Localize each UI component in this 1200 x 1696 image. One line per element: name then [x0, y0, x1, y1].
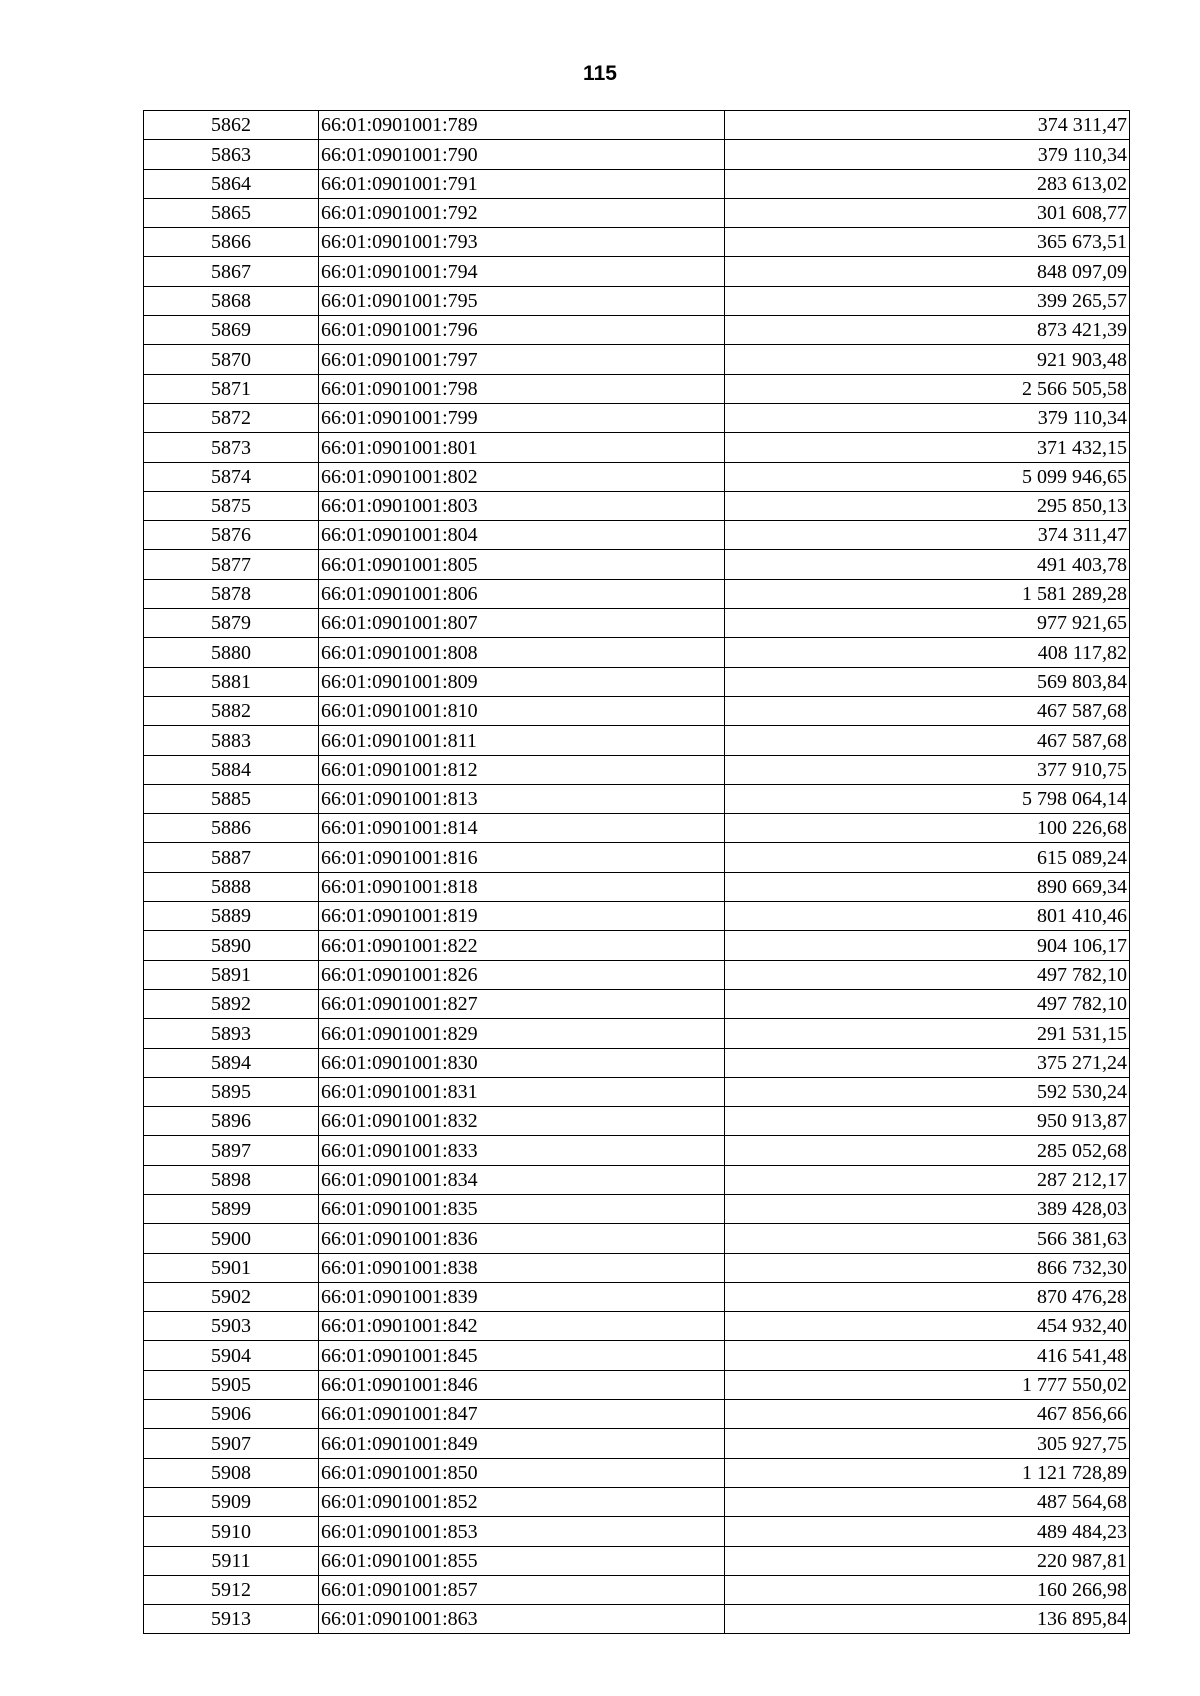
- table-row: [144, 228, 1130, 257]
- table-row: [144, 491, 1130, 520]
- cadastral-value-cell: 1 581 289,28: [725, 579, 1130, 608]
- cadastral-value-cell: 365 673,51: [725, 228, 1130, 257]
- cadastral-value-cell: 160 266,98: [725, 1575, 1130, 1604]
- row-number-cell: 5879: [144, 609, 319, 638]
- row-number-cell: 5913: [144, 1605, 319, 1634]
- row-number-cell: 5884: [144, 755, 319, 784]
- cadastral-number-cell: 66:01:0901001:794: [319, 257, 725, 286]
- row-number-cell: 5912: [144, 1575, 319, 1604]
- cadastral-number-cell: 66:01:0901001:808: [319, 638, 725, 667]
- cadastral-value-cell: 467 856,66: [725, 1400, 1130, 1429]
- table-row: [144, 1458, 1130, 1487]
- row-number-cell: 5891: [144, 960, 319, 989]
- row-number-cell: 5888: [144, 872, 319, 901]
- cadastral-number-cell: 66:01:0901001:799: [319, 403, 725, 432]
- row-number-cell: 5894: [144, 1048, 319, 1077]
- table-row: [144, 1487, 1130, 1516]
- cadastral-value-cell: 220 987,81: [725, 1546, 1130, 1575]
- row-number-cell: 5881: [144, 667, 319, 696]
- table-row: [144, 1077, 1130, 1106]
- row-number-cell: 5902: [144, 1282, 319, 1311]
- cadastral-value-cell: 890 669,34: [725, 872, 1130, 901]
- table-row: [144, 784, 1130, 813]
- row-number-cell: 5863: [144, 140, 319, 169]
- row-number-cell: 5890: [144, 931, 319, 960]
- cadastral-number-cell: 66:01:0901001:834: [319, 1165, 725, 1194]
- cadastral-number-cell: 66:01:0901001:792: [319, 198, 725, 227]
- row-number-cell: 5906: [144, 1400, 319, 1429]
- cadastral-value-cell: 467 587,68: [725, 726, 1130, 755]
- cadastral-value-cell: 491 403,78: [725, 550, 1130, 579]
- cadastral-number-cell: 66:01:0901001:789: [319, 111, 725, 140]
- cadastral-value-cell: 454 932,40: [725, 1312, 1130, 1341]
- row-number-cell: 5907: [144, 1429, 319, 1458]
- table-row: [144, 1107, 1130, 1136]
- cadastral-value-cell: 569 803,84: [725, 667, 1130, 696]
- row-number-cell: 5893: [144, 1019, 319, 1048]
- table-row: [144, 1048, 1130, 1077]
- row-number-cell: 5871: [144, 374, 319, 403]
- row-number-cell: 5885: [144, 784, 319, 813]
- table-row: [144, 1282, 1130, 1311]
- row-number-cell: 5911: [144, 1546, 319, 1575]
- table-row: [144, 374, 1130, 403]
- table-row: [144, 286, 1130, 315]
- cadastral-number-cell: 66:01:0901001:790: [319, 140, 725, 169]
- cadastral-number-cell: 66:01:0901001:855: [319, 1546, 725, 1575]
- table-row: [144, 755, 1130, 784]
- cadastral-number-cell: 66:01:0901001:846: [319, 1370, 725, 1399]
- cadastral-value-cell: 377 910,75: [725, 755, 1130, 784]
- cadastral-number-cell: 66:01:0901001:849: [319, 1429, 725, 1458]
- cadastral-number-cell: 66:01:0901001:812: [319, 755, 725, 784]
- table-row: [144, 257, 1130, 286]
- cadastral-value-cell: 801 410,46: [725, 902, 1130, 931]
- table-row: [144, 667, 1130, 696]
- cadastral-number-cell: 66:01:0901001:802: [319, 462, 725, 491]
- table-row: [144, 403, 1130, 432]
- table-row: [144, 726, 1130, 755]
- row-number-cell: 5870: [144, 345, 319, 374]
- cadastral-value-cell: 866 732,30: [725, 1253, 1130, 1282]
- row-number-cell: 5896: [144, 1107, 319, 1136]
- cadastral-value-cell: 374 311,47: [725, 111, 1130, 140]
- cadastral-number-cell: 66:01:0901001:842: [319, 1312, 725, 1341]
- page-number: 115: [583, 62, 617, 85]
- cadastral-value-cell: 870 476,28: [725, 1282, 1130, 1311]
- cadastral-value-cell: 100 226,68: [725, 814, 1130, 843]
- table-row: [144, 1165, 1130, 1194]
- table-row: [144, 1605, 1130, 1634]
- cadastral-value-cell: 379 110,34: [725, 140, 1130, 169]
- row-number-cell: 5886: [144, 814, 319, 843]
- cadastral-number-cell: 66:01:0901001:850: [319, 1458, 725, 1487]
- cadastral-value-cell: 5 099 946,65: [725, 462, 1130, 491]
- cadastral-number-cell: 66:01:0901001:796: [319, 316, 725, 345]
- table-row: [144, 140, 1130, 169]
- cadastral-number-cell: 66:01:0901001:827: [319, 989, 725, 1018]
- cadastral-number-cell: 66:01:0901001:833: [319, 1136, 725, 1165]
- table-row: [144, 1517, 1130, 1546]
- table-row: [144, 1370, 1130, 1399]
- cadastral-number-cell: 66:01:0901001:797: [319, 345, 725, 374]
- table-row: [144, 638, 1130, 667]
- cadastral-number-cell: 66:01:0901001:806: [319, 579, 725, 608]
- cadastral-number-cell: 66:01:0901001:803: [319, 491, 725, 520]
- cadastral-number-cell: 66:01:0901001:795: [319, 286, 725, 315]
- table-row: [144, 1253, 1130, 1282]
- cadastral-number-cell: 66:01:0901001:801: [319, 433, 725, 462]
- cadastral-number-cell: 66:01:0901001:813: [319, 784, 725, 813]
- cadastral-value-cell: 487 564,68: [725, 1487, 1130, 1516]
- cadastral-value-cell: 950 913,87: [725, 1107, 1130, 1136]
- cadastral-value-cell: 497 782,10: [725, 989, 1130, 1018]
- table-row: [144, 696, 1130, 725]
- row-number-cell: 5910: [144, 1517, 319, 1546]
- cadastral-value-cell: 489 484,23: [725, 1517, 1130, 1546]
- cadastral-number-cell: 66:01:0901001:836: [319, 1224, 725, 1253]
- cadastral-number-cell: 66:01:0901001:807: [319, 609, 725, 638]
- cadastral-value-cell: 1 777 550,02: [725, 1370, 1130, 1399]
- table-row: [144, 345, 1130, 374]
- row-number-cell: 5862: [144, 111, 319, 140]
- cadastral-value-cell: 2 566 505,58: [725, 374, 1130, 403]
- row-number-cell: 5872: [144, 403, 319, 432]
- table-row: [144, 111, 1130, 140]
- row-number-cell: 5878: [144, 579, 319, 608]
- row-number-cell: 5868: [144, 286, 319, 315]
- row-number-cell: 5880: [144, 638, 319, 667]
- row-number-cell: 5903: [144, 1312, 319, 1341]
- cadastral-value-cell: 1 121 728,89: [725, 1458, 1130, 1487]
- cadastral-number-cell: 66:01:0901001:805: [319, 550, 725, 579]
- row-number-cell: 5898: [144, 1165, 319, 1194]
- table-row: [144, 1312, 1130, 1341]
- cadastral-number-cell: 66:01:0901001:847: [319, 1400, 725, 1429]
- cadastral-value-cell: 566 381,63: [725, 1224, 1130, 1253]
- table-row: [144, 550, 1130, 579]
- table-row: [144, 521, 1130, 550]
- cadastral-value-cell: 904 106,17: [725, 931, 1130, 960]
- cadastral-value-cell: 873 421,39: [725, 316, 1130, 345]
- row-number-cell: 5869: [144, 316, 319, 345]
- row-number-cell: 5875: [144, 491, 319, 520]
- table-row: [144, 1341, 1130, 1370]
- cadastral-value-cell: 389 428,03: [725, 1194, 1130, 1223]
- table-row: [144, 989, 1130, 1018]
- row-number-cell: 5874: [144, 462, 319, 491]
- cadastral-value-cell: 136 895,84: [725, 1605, 1130, 1634]
- cadastral-number-cell: 66:01:0901001:818: [319, 872, 725, 901]
- cadastral-number-cell: 66:01:0901001:809: [319, 667, 725, 696]
- cadastral-number-cell: 66:01:0901001:811: [319, 726, 725, 755]
- cadastral-value-cell: 615 089,24: [725, 843, 1130, 872]
- cadastral-number-cell: 66:01:0901001:831: [319, 1077, 725, 1106]
- cadastral-value-cell: 283 613,02: [725, 169, 1130, 198]
- table-row: [144, 579, 1130, 608]
- table-row: [144, 872, 1130, 901]
- cadastral-number-cell: 66:01:0901001:816: [319, 843, 725, 872]
- table-row: [144, 1224, 1130, 1253]
- cadastral-number-cell: 66:01:0901001:838: [319, 1253, 725, 1282]
- cadastral-number-cell: 66:01:0901001:810: [319, 696, 725, 725]
- table-row: [144, 316, 1130, 345]
- row-number-cell: 5899: [144, 1194, 319, 1223]
- cadastral-value-cell: 301 608,77: [725, 198, 1130, 227]
- cadastral-value-cell: 592 530,24: [725, 1077, 1130, 1106]
- row-number-cell: 5909: [144, 1487, 319, 1516]
- cadastral-value-cell: 291 531,15: [725, 1019, 1130, 1048]
- table-row: [144, 1429, 1130, 1458]
- row-number-cell: 5883: [144, 726, 319, 755]
- table-row: [144, 169, 1130, 198]
- cadastral-value-cell: 374 311,47: [725, 521, 1130, 550]
- row-number-cell: 5876: [144, 521, 319, 550]
- cadastral-value-cell: 977 921,65: [725, 609, 1130, 638]
- table-row: [144, 609, 1130, 638]
- cadastral-value-cell: 375 271,24: [725, 1048, 1130, 1077]
- cadastral-value-table: [143, 110, 1130, 1634]
- cadastral-number-cell: 66:01:0901001:852: [319, 1487, 725, 1516]
- table-row: [144, 433, 1130, 462]
- row-number-cell: 5897: [144, 1136, 319, 1165]
- row-number-cell: 5892: [144, 989, 319, 1018]
- table-row: [144, 1400, 1130, 1429]
- cadastral-value-cell: 379 110,34: [725, 403, 1130, 432]
- row-number-cell: 5900: [144, 1224, 319, 1253]
- cadastral-value-cell: 921 903,48: [725, 345, 1130, 374]
- cadastral-number-cell: 66:01:0901001:830: [319, 1048, 725, 1077]
- cadastral-number-cell: 66:01:0901001:819: [319, 902, 725, 931]
- cadastral-number-cell: 66:01:0901001:791: [319, 169, 725, 198]
- table-row: [144, 931, 1130, 960]
- row-number-cell: 5895: [144, 1077, 319, 1106]
- cadastral-number-cell: 66:01:0901001:822: [319, 931, 725, 960]
- cadastral-value-cell: 371 432,15: [725, 433, 1130, 462]
- cadastral-value-cell: 305 927,75: [725, 1429, 1130, 1458]
- row-number-cell: 5901: [144, 1253, 319, 1282]
- table-row: [144, 960, 1130, 989]
- table-row: [144, 814, 1130, 843]
- cadastral-number-cell: 66:01:0901001:845: [319, 1341, 725, 1370]
- table-row: [144, 1136, 1130, 1165]
- cadastral-number-cell: 66:01:0901001:857: [319, 1575, 725, 1604]
- cadastral-value-cell: 5 798 064,14: [725, 784, 1130, 813]
- cadastral-number-cell: 66:01:0901001:835: [319, 1194, 725, 1223]
- cadastral-value-cell: 399 265,57: [725, 286, 1130, 315]
- cadastral-value-cell: 497 782,10: [725, 960, 1130, 989]
- row-number-cell: 5864: [144, 169, 319, 198]
- table-row: [144, 1194, 1130, 1223]
- row-number-cell: 5873: [144, 433, 319, 462]
- row-number-cell: 5887: [144, 843, 319, 872]
- cadastral-number-cell: 66:01:0901001:863: [319, 1605, 725, 1634]
- table-row: [144, 902, 1130, 931]
- row-number-cell: 5867: [144, 257, 319, 286]
- row-number-cell: 5904: [144, 1341, 319, 1370]
- cadastral-number-cell: 66:01:0901001:826: [319, 960, 725, 989]
- cadastral-number-cell: 66:01:0901001:798: [319, 374, 725, 403]
- table-row: [144, 198, 1130, 227]
- table-row: [144, 843, 1130, 872]
- cadastral-number-cell: 66:01:0901001:829: [319, 1019, 725, 1048]
- table-row: [144, 1546, 1130, 1575]
- cadastral-value-cell: 287 212,17: [725, 1165, 1130, 1194]
- cadastral-value-cell: 467 587,68: [725, 696, 1130, 725]
- row-number-cell: 5889: [144, 902, 319, 931]
- row-number-cell: 5866: [144, 228, 319, 257]
- cadastral-value-cell: 295 850,13: [725, 491, 1130, 520]
- table-row: [144, 462, 1130, 491]
- table-row: [144, 1019, 1130, 1048]
- cadastral-value-cell: 285 052,68: [725, 1136, 1130, 1165]
- cadastral-value-cell: 408 117,82: [725, 638, 1130, 667]
- row-number-cell: 5908: [144, 1458, 319, 1487]
- row-number-cell: 5905: [144, 1370, 319, 1399]
- row-number-cell: 5865: [144, 198, 319, 227]
- cadastral-number-cell: 66:01:0901001:853: [319, 1517, 725, 1546]
- cadastral-value-cell: 848 097,09: [725, 257, 1130, 286]
- cadastral-number-cell: 66:01:0901001:804: [319, 521, 725, 550]
- cadastral-number-cell: 66:01:0901001:839: [319, 1282, 725, 1311]
- table-body: [144, 111, 1130, 1634]
- cadastral-value-cell: 416 541,48: [725, 1341, 1130, 1370]
- row-number-cell: 5882: [144, 696, 319, 725]
- cadastral-number-cell: 66:01:0901001:814: [319, 814, 725, 843]
- cadastral-number-cell: 66:01:0901001:793: [319, 228, 725, 257]
- table-row: [144, 1575, 1130, 1604]
- cadastral-number-cell: 66:01:0901001:832: [319, 1107, 725, 1136]
- row-number-cell: 5877: [144, 550, 319, 579]
